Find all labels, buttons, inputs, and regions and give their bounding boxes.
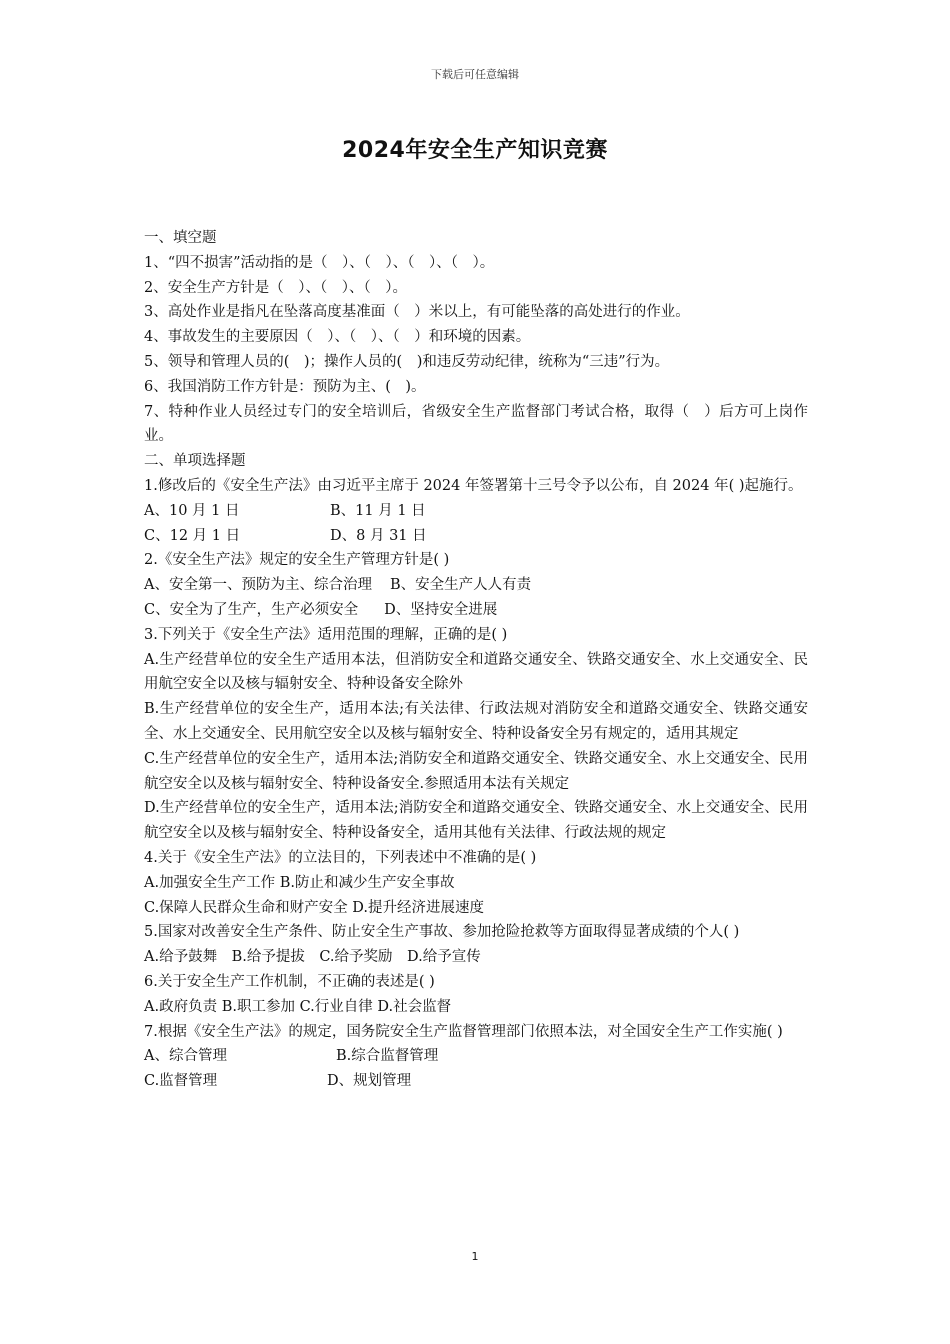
option-row [144,573,808,598]
document-body [144,226,808,1094]
option-c: C、安全为了生产，生产必须安全 [144,601,359,618]
option-row: C.保障人民群众生命和财产安全 D.提升经济进展速度 [144,899,485,916]
fill-question: 5、领导和管理人员的( )；操作人员的( )和违反劳动纪律，统称为“三违”行为。 [144,353,670,370]
choice-question: 2.《安全生产法》规定的安全生产管理方针是( ) [144,552,450,569]
choice-question: 3.下列关于《安全生产法》适用范围的理解，正确的是( ) [144,626,508,643]
option-d: D、规划管理 [327,1073,412,1090]
option-a: A、综合管理 [144,1048,227,1065]
option-row: A.给予鼓舞 B.给予提拔 C.给予奖励 D.给予宣传 [144,949,481,966]
option-row: A.政府负责 B.职工参加 C.行业自律 D.社会监督 [144,998,452,1015]
option-c: C.生产经营单位的安全生产，适用本法;消防安全和道路交通安全、铁路交通安全、水上交通安全、民用航空安全以及核与辐射安全、特种设备安全.参照适用本法有关规定 [144,750,808,792]
option-a: A、10 月 1 日 [144,502,240,519]
fill-question: 3、高处作业是指凡在坠落高度基准面（ ）米以上，有可能坠落的高处进行的作业。 [144,304,690,321]
choice-question: 6.关于安全生产工作机制，不正确的表述是( ) [144,973,435,990]
option-c: C.监督管理 [144,1073,218,1090]
option-row [144,524,808,549]
option-c: C、12 月 1 日 [144,527,241,544]
option-row [144,598,808,623]
choice-question: 4.关于《安全生产法》的立法目的，下列表述中不准确的是( ) [144,849,537,866]
page-number: 1 [471,1250,479,1263]
option-d: D、坚持安全进展 [384,601,498,618]
option-d: D.生产经营单位的安全生产，适用本法;消防安全和道路交通安全、铁路交通安全、水上交通安全、民用航空安全以及核与辐射安全、特种设备安全，适用其他有关法律、行政法规的规定 [144,800,808,842]
option-a: A、安全第一、预防为主、综合治理 [144,577,372,594]
fill-question: 2、安全生产方针是（ ）、（ ）、（ ）。 [144,279,407,296]
option-d: D、8 月 31 日 [330,527,427,544]
option-row [144,499,808,524]
option-a: A.生产经营单位的安全生产适用本法，但消防安全和道路交通安全、铁路交通安全、水上交通安全、民用航空安全以及核与辐射安全、特种设备安全除外 [144,651,808,693]
fill-question: 4、事故发生的主要原因（ ）、（ ）、（ ）和环境的因素。 [144,329,531,346]
option-b: B.综合监督管理 [336,1048,439,1065]
choice-question: 7.根据《安全生产法》的规定，国务院安全生产监督管理部门依照本法，对全国安全生产工作实施( ) [144,1023,783,1040]
option-b: B、11 月 1 日 [330,502,426,519]
section-heading: 二、单项选择题 [144,453,246,470]
option-b: B、安全生产人人有责 [389,577,532,594]
option-row [144,1069,808,1094]
page-header: 下载后可任意编辑 [431,68,519,81]
option-b: B.生产经营单位的安全生产，适用本法;有关法律、行政法规对消防安全和道路交通安全、铁路交通安全、水上交通安全、民用航空安全以及核与辐射安全、特种设备安全另有规定的，适用其规定 [144,701,808,742]
option-row [144,1044,808,1069]
choice-question: 5.国家对改善安全生产条件、防止安全生产事故、参加抢险抢救等方面取得显著成绩的个人( ) [144,924,740,941]
fill-question: 6、我国消防工作方针是：预防为主、( )。 [144,378,426,395]
section-heading: 一、填空题 [144,230,217,246]
page-title: 2024年安全生产知识竞赛 [342,138,608,163]
fill-question: 1、“四不损害”活动指的是（ ）、（ ）、（ ）、（ ）。 [144,254,495,271]
choice-question: 1.修改后的《安全生产法》由习近平主席于 2024 年签署第十三号令予以公布，自 2024 年( )起施行。 [144,477,803,494]
option-row: A.加强安全生产工作 B.防止和减少生产安全事故 [144,874,455,891]
fill-question: 7、特种作业人员经过专门的安全培训后，省级安全生产监督部门考试合格，取得（ ）后方可上岗作业。 [144,403,808,445]
